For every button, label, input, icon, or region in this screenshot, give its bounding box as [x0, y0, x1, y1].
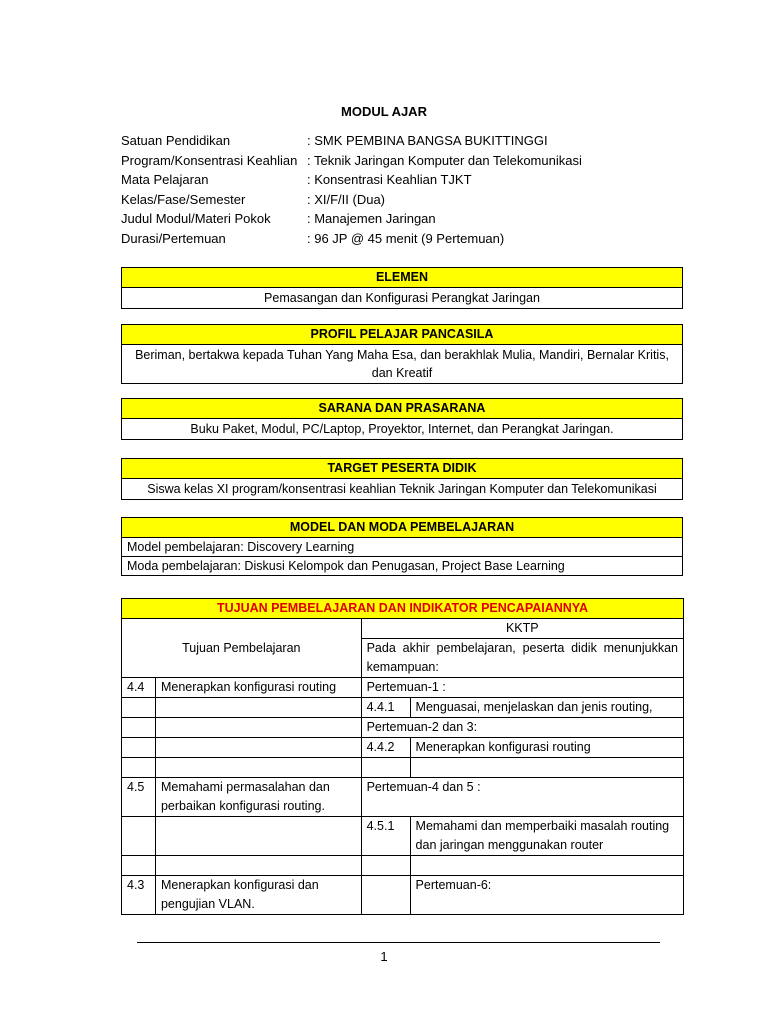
info-label: Satuan Pendidikan	[121, 133, 231, 148]
model-line: Model pembelajaran: Discovery Learning	[127, 540, 355, 554]
info-row	[121, 209, 582, 229]
col-left-header: Tujuan Pembelajaran	[122, 619, 362, 678]
empty-cell	[155, 738, 361, 758]
info-value: : 96 JP @ 45 menit (9 Pertemuan)	[307, 230, 505, 246]
empty-cell	[410, 758, 683, 778]
empty-cell	[122, 817, 156, 856]
empty-cell	[155, 856, 361, 876]
info-label: Durasi/Pertemuan	[121, 230, 226, 246]
empty-cell	[361, 856, 410, 876]
info-row	[121, 229, 582, 249]
info-row	[121, 151, 582, 171]
meeting-label: Pertemuan-2 dan 3:	[361, 718, 683, 738]
kktp-number: 4.4.2	[361, 738, 410, 758]
footer-divider	[137, 942, 660, 943]
info-label: Kelas/Fase/Semester	[121, 191, 246, 207]
tp-number: 4.4	[122, 678, 156, 698]
info-value: : SMK PEMBINA BANGSA BUKITTINGGI	[307, 133, 548, 148]
section-body: Pemasangan dan Konfigurasi Perangkat Jaringan	[264, 291, 540, 305]
section-heading: PROFIL PELAJAR PANCASILA	[122, 325, 682, 345]
info-label: Judul Modul/Materi Pokok	[121, 211, 271, 226]
empty-cell	[122, 856, 156, 876]
info-value: : XI/F/II (Dua)	[307, 191, 386, 207]
info-row	[121, 170, 582, 190]
empty-cell	[122, 738, 156, 758]
info-label: Program/Konsentrasi Keahlian	[121, 152, 298, 168]
moda-line: Moda pembelajaran: Diskusi Kelompok dan Penugasan, Project Base Learning	[122, 556, 682, 575]
info-row	[121, 190, 582, 210]
section-heading: SARANA DAN PRASARANA	[122, 399, 682, 419]
kktp-number: 4.4.1	[361, 698, 410, 718]
section-body: Buku Paket, Modul, PC/Laptop, Proyektor, Internet, dan Perangkat Jaringan.	[190, 422, 614, 436]
empty-cell	[410, 856, 683, 876]
info-value: : Konsentrasi Keahlian TJKT	[307, 172, 472, 187]
page-number: 1	[380, 949, 388, 964]
kktp-number: 4.5.1	[361, 817, 410, 856]
tp-number: 4.5	[122, 778, 156, 817]
empty-cell	[122, 718, 156, 738]
section-heading: TARGET PESERTA DIDIK	[122, 459, 682, 479]
section-heading: MODEL DAN MODA PEMBELAJARAN	[122, 518, 682, 538]
empty-cell	[122, 758, 156, 778]
meeting-label: Pertemuan-6:	[410, 876, 683, 915]
kktp-intro: Pada akhir pembelajaran, peserta didik menunjukkan kemampuan:	[361, 639, 683, 678]
meeting-label: Pertemuan-1 :	[361, 678, 683, 698]
info-label: Mata Pelajaran	[121, 172, 209, 187]
empty-cell	[122, 698, 156, 718]
profil-section	[121, 324, 683, 384]
empty-cell	[361, 758, 410, 778]
page-title: MODUL AJAR	[341, 104, 427, 119]
sarana-section	[121, 398, 683, 440]
empty-cell	[155, 698, 361, 718]
section-body: Beriman, bertakwa kepada Tuhan Yang Maha Esa, dan berakhlak Mulia, Mandiri, Bernalar Kritis, dan Kreatif	[135, 348, 669, 380]
empty-cell	[155, 718, 361, 738]
section-body: Siswa kelas XI program/konsentrasi keahlian Teknik Jaringan Komputer dan Telekomunikasi	[147, 482, 657, 496]
tujuan-table	[121, 598, 684, 915]
col-right-header: KKTP	[361, 619, 683, 639]
empty-cell	[361, 876, 410, 915]
tp-text: Menerapkan konfigurasi routing	[155, 678, 361, 698]
model-section	[121, 517, 683, 576]
section-heading: ELEMEN	[122, 268, 682, 288]
tujuan-heading: TUJUAN PEMBELAJARAN DAN INDIKATOR PENCAPAIANNYA	[122, 599, 684, 619]
tp-number: 4.3	[122, 876, 156, 915]
identity-info	[121, 131, 582, 248]
target-section	[121, 458, 683, 500]
empty-cell	[155, 758, 361, 778]
info-value: : Manajemen Jaringan	[307, 211, 436, 226]
elemen-section	[121, 267, 683, 309]
kktp-text: Memahami dan memperbaiki masalah routing dan jaringan menggunakan router	[410, 817, 683, 856]
tp-text: Menerapkan konfigurasi dan pengujian VLAN.	[155, 876, 361, 915]
kktp-text: Menguasai, menjelaskan dan jenis routing,	[410, 698, 683, 718]
info-row	[121, 131, 582, 151]
info-value: : Teknik Jaringan Komputer dan Telekomunikasi	[307, 152, 582, 168]
kktp-text: Menerapkan konfigurasi routing	[410, 738, 683, 758]
meeting-label: Pertemuan-4 dan 5 :	[361, 778, 683, 817]
tp-text: Memahami permasalahan dan perbaikan konfigurasi routing.	[155, 778, 361, 817]
empty-cell	[155, 817, 361, 856]
